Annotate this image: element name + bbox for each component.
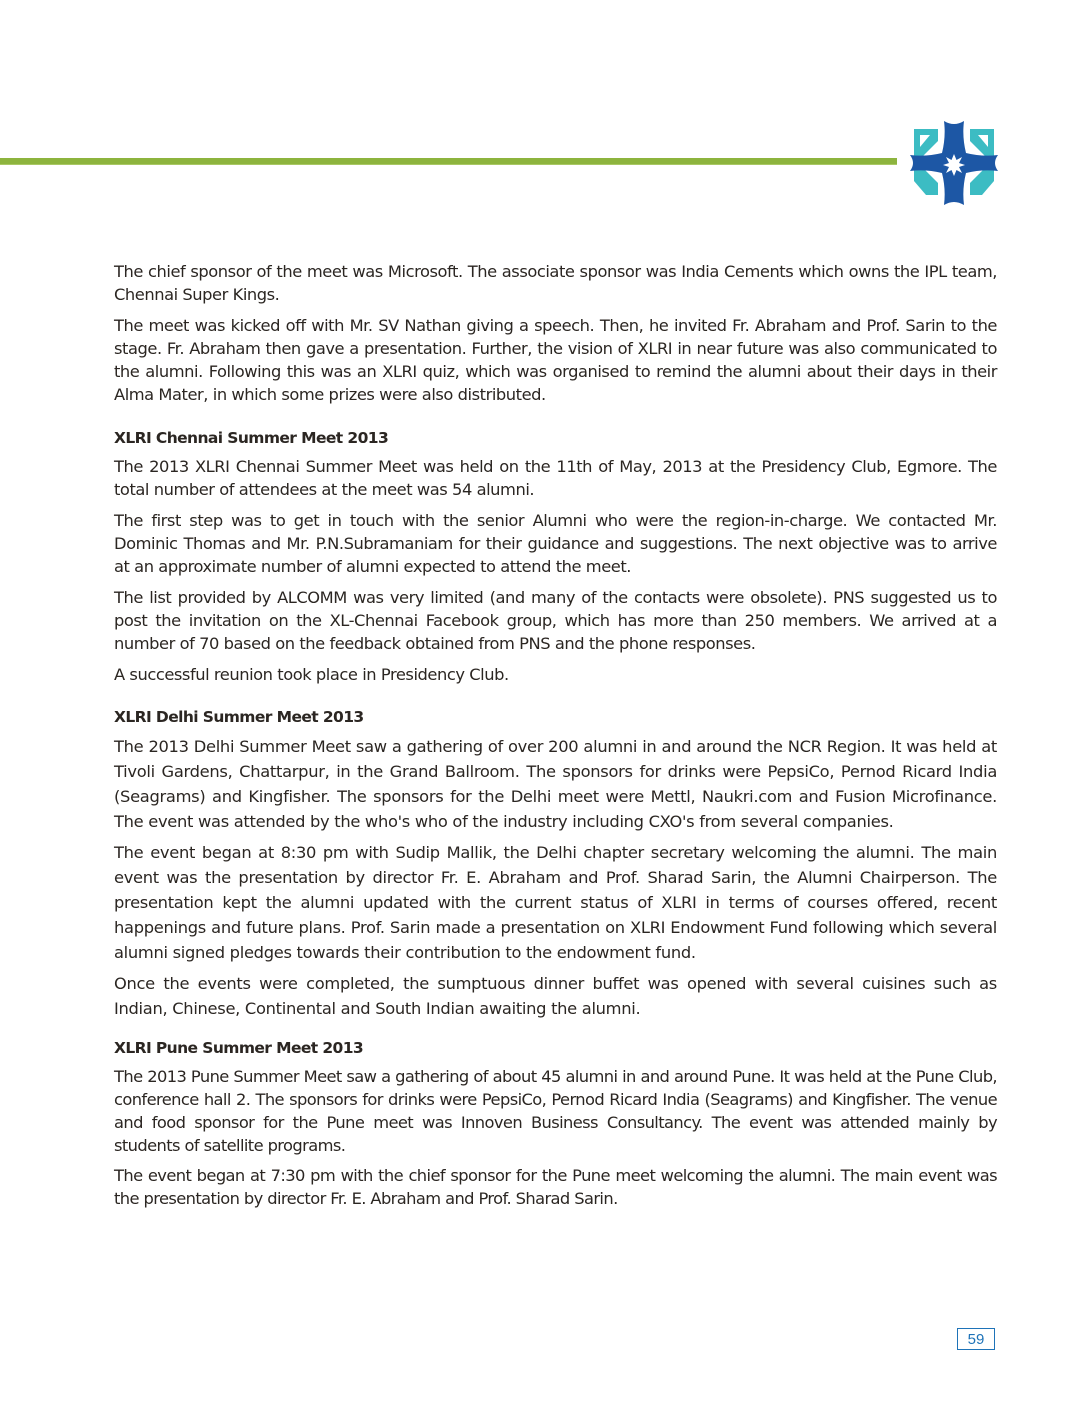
pune-section: [114, 1039, 997, 1210]
intro-paragraph: The meet was kicked off with Mr. SV Nathan giving a speech. Then, he invited Fr. Abraham and Prof. Sarin to the stage. Fr. Abraham then gave a presentation. Further, the vision of XLRI in near future was also communicated to the alumni. Following this was an XLRI quiz, which was organised to remind the alumni about their days in their Alma Mater, in which some prizes were also distributed.: [114, 316, 997, 404]
section-paragraph: The list provided by ALCOMM was very limited (and many of the contacts were obsolete). PNS suggested us to post the invitation on the XL-Chennai Facebook group, which has more than 250 members. We arrived at a number of 70 based on the feedback obtained from PNS and the phone responses.: [114, 588, 997, 653]
section-paragraph: Once the events were completed, the sumptuous dinner buffet was opened with several cuisines such as Indian, Chinese, Continental and South Indian awaiting the alumni.: [114, 974, 997, 1018]
delhi-section: [114, 708, 997, 1021]
logo-star: [943, 154, 965, 176]
intro-section: [114, 260, 997, 686]
section-paragraph: A successful reunion took place in Presidency Club.: [114, 665, 509, 684]
section-paragraph: The 2013 Pune Summer Meet saw a gathering of about 45 alumni in and around Pune. It was held at the Pune Club, conference hall 2. The sponsors for drinks were PepsiCo, Pernod Ricard India (Seagrams) and Kingfisher. The venue and food sponsor for the Pune meet was Innoven Business Consultancy. The event was attended mainly by students of satellite programs.: [114, 1067, 997, 1155]
section-heading-pune: XLRI Pune Summer Meet 2013: [114, 1039, 364, 1057]
section-paragraph: The 2013 Delhi Summer Meet saw a gathering of over 200 alumni in and around the NCR Region. It was held at Tivoli Gardens, Chattarpur, in the Grand Ballroom. The sponsors for drinks were PepsiCo, Pernod Ricard India (Seagrams) and Kingfisher. The sponsors for the Delhi meet were Mettl, Naukri.com and Fusion Microfinance. The event was attended by the who's who of the industry including CXO's from several companies.: [114, 737, 997, 831]
article-body: [114, 260, 997, 1217]
section-paragraph: The first step was to get in touch with the senior Alumni who were the region-in-charge. We contacted Mr. Dominic Thomas and Mr. P.N.Subramaniam for their guidance and suggestions. The next objective was to arrive at an approximate number of alumni expected to attend the meet.: [114, 511, 997, 576]
header-green-rule: [0, 158, 897, 165]
section-paragraph: The 2013 XLRI Chennai Summer Meet was held on the 11th of May, 2013 at the Presidency Club, Egmore. The total number of attendees at the meet was 54 alumni.: [114, 457, 997, 499]
section-paragraph: The event began at 8:30 pm with Sudip Mallik, the Delhi chapter secretary welcoming the alumni. The main event was the presentation by director Fr. E. Abraham and Prof. Sharad Sarin, the Alumni Chairperson. The presentation kept the alumni updated with the current status of XLRI in terms of courses offered, recent happenings and future plans. Prof. Sarin made a presentation on XLRI Endowment Fund following which several alumni signed pledges towards their contribution to the endowment fund.: [114, 843, 997, 962]
xlri-cross-emblem-icon: [908, 119, 1000, 207]
section-heading-chennai: XLRI Chennai Summer Meet 2013: [114, 429, 389, 447]
page-number: 59: [957, 1328, 995, 1350]
intro-paragraph: The chief sponsor of the meet was Microsoft. The associate sponsor was India Cements which owns the IPL team, Chennai Super Kings.: [114, 262, 997, 304]
section-heading-delhi: XLRI Delhi Summer Meet 2013: [114, 708, 364, 726]
section-paragraph: The event began at 7:30 pm with the chief sponsor for the Pune meet welcoming the alumni. The main event was the presentation by director Fr. E. Abraham and Prof. Sharad Sarin.: [114, 1166, 997, 1208]
